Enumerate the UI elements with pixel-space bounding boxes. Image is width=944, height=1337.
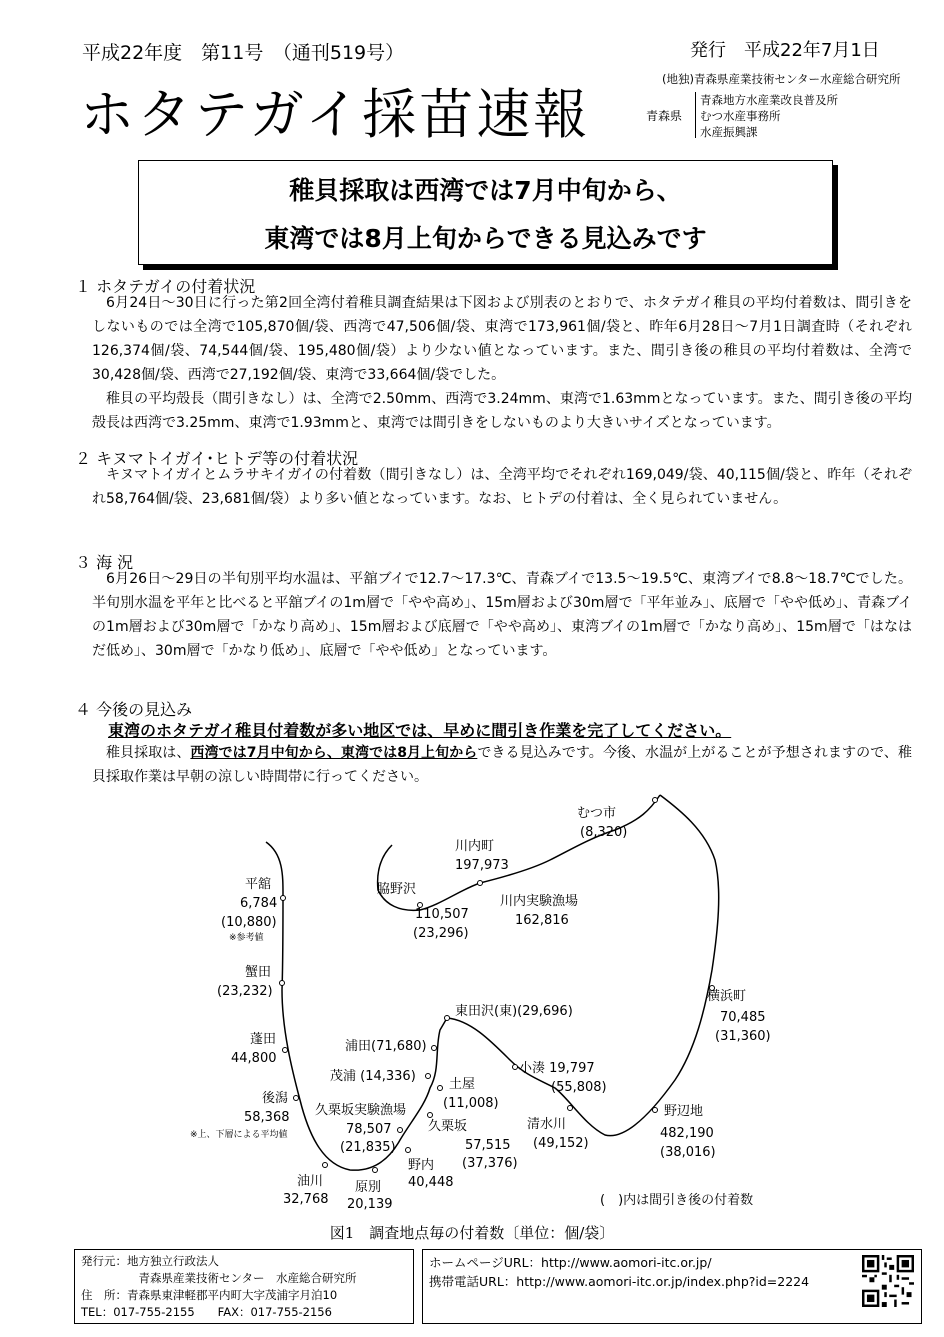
- label-kurizaka-lab-val2: (21,835): [340, 1140, 396, 1155]
- label-kawauchi-val: 197,973: [455, 858, 509, 873]
- label-ushirogata-note: ※上、下層による平均値: [190, 1130, 288, 1140]
- label-tairadate-val2: (10,880): [221, 915, 277, 930]
- label-shimizugawa: 清水川: [527, 1117, 567, 1132]
- station-dot-nonai: [406, 1148, 411, 1153]
- s4-text-b: 西湾では7月中旬から、東湾では8月上旬から: [190, 745, 478, 761]
- station-dot-ushirogata: [294, 1096, 299, 1101]
- section-3-paragraph-1: 6月26日～29日の半旬別平均水温は、平舘ブイで12.7～17.3℃、青森ブイで13.5～19.5℃、東湾ブイで8.8～18.7℃でした。半旬別水温を平年と比べると平舘ブイの1m層で「やや高め」、15m層および30m層で「平年並み」、底層で「やや低め」、青森ブイの1m層および30m層で「かなり高め」、15m層および底層で「やや高め」、東湾ブイの1m層で「かなり高め」、15m層で「はなはだ低め」、30m層で「かなり低め」、底層で「やや低め」となっています。: [92, 571, 912, 659]
- label-moura: 茂浦 (14,336): [330, 1069, 416, 1084]
- label-wakinosawa: 脇野沢: [377, 882, 417, 897]
- label-kurizaka-val: 57,515: [465, 1138, 511, 1153]
- label-kurizaka-val2: (37,376): [462, 1156, 518, 1171]
- label-yomogita: 蓬田: [250, 1032, 277, 1047]
- label-yokohama-val: 70,485: [720, 1010, 766, 1025]
- station-dot-noheji: [653, 1108, 658, 1113]
- section-2-title: ２ キヌマトイガイ･ヒトデ等の付着状況: [75, 449, 359, 468]
- label-wakinosawa-val: 110,507: [415, 907, 469, 922]
- org-brace: [695, 92, 699, 138]
- label-kanita-val: (23,232): [217, 984, 273, 999]
- footer-publisher-name: 青森県産業技術センター 水産総合研究所: [81, 1271, 357, 1285]
- page-title: ホタテガイ採苗速報: [80, 83, 591, 146]
- section-1-title: １ ホタテガイの付着状況: [75, 277, 256, 296]
- label-kominato: 小湊 19,797: [519, 1061, 595, 1076]
- section-2-paragraph-1: キヌマトイガイとムラサキイガイの付着数（間引きなし）は、全湾平均でそれぞれ169,049/袋、40,115個/袋と、昨年（それぞれ58,764個/袋、23,681個/袋）より多い値となっています。なお、ヒトデの付着は、全く見られていません。: [92, 467, 912, 507]
- station-dot-higashitazawa: [445, 1016, 450, 1021]
- station-dot-tairadate: [281, 896, 286, 901]
- label-tairadate-val: 6,784: [240, 896, 278, 911]
- label-nonai-val: 40,448: [408, 1175, 454, 1190]
- label-yokohama: 横浜町: [707, 989, 747, 1004]
- label-tsuchiya: 土屋: [449, 1077, 476, 1092]
- label-mutsu-val: (8,320): [580, 825, 628, 840]
- station-dot-urata: [432, 1046, 437, 1051]
- issue-number: 平成22年度 第11号 （通刊519号）: [82, 42, 405, 64]
- section-1-paragraph-1: 6月24日～30日に行った第2回全湾付着稚貝調査結果は下図および別表のとおりで、ホタテガイ稚貝の平均付着数は、間引きをしないものでは全湾で105,870個/袋、西湾で47,506個/袋、東湾で173,961個/袋と、昨年6月28日～7月1日調査時（それぞれ126,374個/袋、74,544個/袋、195,480個/袋）より少ない値となっています。また、間引き後の稚貝の平均付着数は、全湾で30,428個/袋、西湾で27,192個/袋、東湾で33,664個/袋でした。: [92, 295, 912, 383]
- footer-publisher-box: [74, 1249, 414, 1324]
- footer-publisher: 発行元：地方独立行政法人: [81, 1254, 219, 1268]
- headline-box: [138, 160, 833, 265]
- station-dot-aburakawa: [323, 1163, 328, 1168]
- label-kawauchi-lab: 川内実験漁場: [500, 894, 579, 909]
- footer-mobile-url[interactable]: 携帯電話URL：http://www.aomori-itc.or.jp/index.php?id=2224: [429, 1274, 810, 1289]
- label-aburakawa: 油川: [297, 1174, 324, 1189]
- section-3-title: ３ 海 況: [75, 553, 134, 572]
- footer-address: 住 所：青森県東津軽郡平内町大字茂浦字月泊10: [81, 1288, 338, 1302]
- section-1-paragraph-2: 稚貝の平均殻長（間引きなし）は、全湾で2.50mm、西湾で3.24mm、東湾で1.63mmとなっています。また、間引き後の平均殻長は西湾で3.25mm、東湾で1.93mmと、東湾では間引きをしないものより大きいサイズとなっています。: [92, 391, 912, 431]
- label-aburakawa-val: 32,768: [283, 1192, 329, 1207]
- footer-homepage-url[interactable]: ホームページURL：http://www.aomori-itc.or.jp/: [429, 1255, 712, 1270]
- prefecture-orgs: [700, 92, 838, 140]
- label-kawauchi: 川内町: [455, 839, 495, 854]
- label-mutsu: むつ市: [577, 806, 617, 821]
- headline-line-2: 東湾では8月上旬からできる見込みです: [264, 224, 707, 253]
- label-yokohama-val2: (31,360): [715, 1029, 771, 1044]
- label-noheji-val: 482,190: [660, 1126, 714, 1141]
- coastline-east: [660, 795, 719, 970]
- station-dot-moura: [426, 1074, 431, 1079]
- s4-text-a: 稚貝採取は、: [106, 745, 191, 761]
- label-tsuchiya-val: (11,008): [443, 1096, 499, 1111]
- station-dot-kurizaka: [428, 1113, 433, 1118]
- label-yomogita-val: 44,800: [231, 1051, 277, 1066]
- prefecture-label: 青森県: [646, 109, 683, 123]
- station-dot-mutsu: [653, 798, 658, 803]
- label-tairadate-note: ※参考値: [229, 933, 264, 943]
- bay-map: [0, 780, 944, 1240]
- footer-url-box: [422, 1249, 922, 1324]
- station-dot-tsuchiya: [438, 1086, 443, 1091]
- label-kawauchi-lab-val: 162,816: [515, 913, 569, 928]
- label-ushirogata-val: 58,368: [244, 1110, 290, 1125]
- label-tairadate: 平舘: [245, 877, 272, 892]
- section-4-emphasis: 東湾のホタテガイ稚貝付着数が多い地区では、早めに間引き作業を完了してください。: [108, 721, 732, 740]
- section-1-body: [92, 291, 912, 435]
- pref-org-3: 水産振興課: [700, 125, 758, 139]
- label-higashitazawa: 東田沢(東)(29,696): [455, 1004, 573, 1019]
- label-kurizaka: 久栗坂: [428, 1119, 468, 1134]
- section-3-body: [92, 567, 912, 663]
- figure-caption: 図1 調査地点毎の付着数〔単位：個/袋〕: [329, 1224, 615, 1242]
- station-dot-yomogita: [283, 1048, 288, 1053]
- publish-date: 発行 平成22年7月1日: [690, 40, 880, 61]
- label-noheji-val2: (38,016): [660, 1145, 716, 1160]
- label-kanita: 蟹田: [245, 965, 272, 980]
- pref-org-1: 青森地方水産業改良普及所: [700, 93, 838, 107]
- publisher-main: (地独)青森県産業技術センター水産総合研究所: [662, 72, 901, 86]
- station-dot-shimizugawa: [568, 1106, 573, 1111]
- label-harabetsu-val: 20,139: [347, 1197, 393, 1212]
- label-shimizugawa-val: (49,152): [533, 1136, 589, 1151]
- s4-text-c: できる見込みです。今後、水温が上がることが予想されますので、稚貝採取作業は早朝の涼しい時間帯に行ってください。: [92, 745, 912, 785]
- qr-code-icon: [862, 1255, 914, 1307]
- label-kurizaka-lab: 久栗坂実験漁場: [315, 1103, 407, 1118]
- label-kurizaka-lab-val: 78,507: [346, 1122, 392, 1137]
- label-urata: 浦田(71,680): [345, 1039, 427, 1054]
- section-2-body: [92, 463, 912, 511]
- station-dot-kawauchi: [478, 881, 483, 886]
- label-ushirogata: 後潟: [262, 1091, 289, 1106]
- label-harabetsu: 原別: [355, 1180, 382, 1195]
- footer-phone-fax: TEL：017-755-2155 FAX：017-755-2156: [81, 1305, 332, 1319]
- station-dot-kurizaka-lab: [398, 1128, 403, 1133]
- label-kominato-val: (55,808): [551, 1080, 607, 1095]
- station-dot-kominato: [513, 1065, 518, 1070]
- label-noheji: 野辺地: [664, 1104, 704, 1119]
- section-4-title: ４ 今後の見込み: [75, 700, 193, 719]
- coastline-west: [266, 842, 447, 1170]
- map-legend: ( )内は間引き後の付着数: [600, 1193, 754, 1208]
- station-dot-kanita: [280, 981, 285, 986]
- label-nonai: 野内: [408, 1158, 435, 1173]
- headline-line-1: 稚貝採取は西湾では7月中旬から、: [289, 176, 682, 205]
- label-wakinosawa-val2: (23,296): [413, 926, 469, 941]
- station-dot-harabetsu: [373, 1168, 378, 1173]
- pref-org-2: むつ水産事務所: [700, 109, 781, 123]
